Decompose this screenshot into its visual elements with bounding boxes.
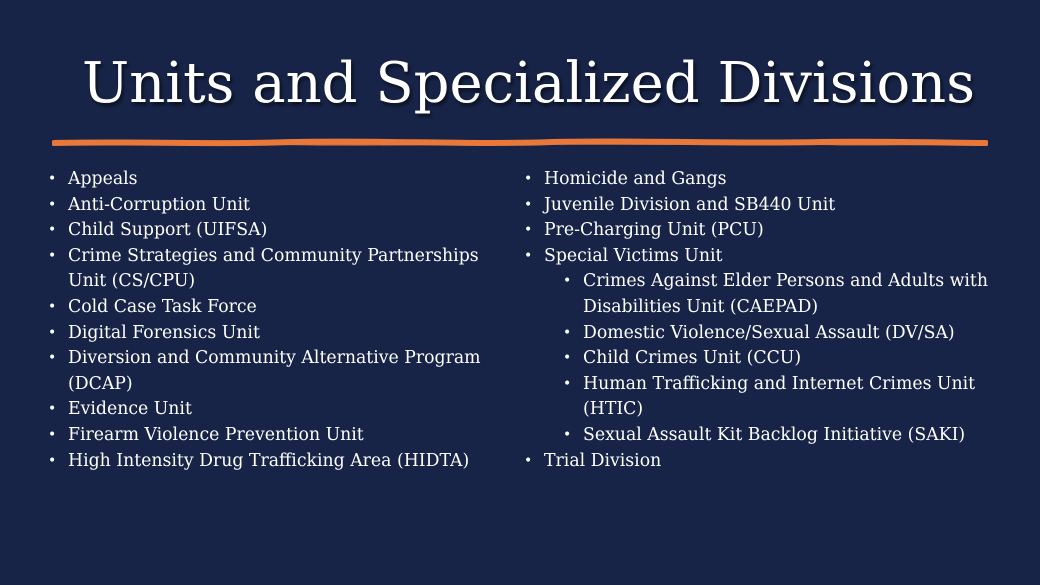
list-item bbox=[524, 449, 994, 475]
right-bullet-list bbox=[524, 167, 994, 474]
list-item-text: Evidence Unit bbox=[68, 399, 192, 420]
sub-list-item bbox=[524, 423, 994, 449]
list-item bbox=[48, 295, 518, 321]
list-item bbox=[524, 167, 994, 193]
bullet-icon: • bbox=[48, 350, 57, 367]
bullet-icon: • bbox=[563, 375, 572, 392]
title-underline-divider bbox=[52, 134, 988, 152]
bullet-icon: • bbox=[563, 426, 572, 443]
list-item-text: Trial Division bbox=[544, 450, 662, 471]
list-item-text: Human Trafficking and Internet Crimes Unit (HTIC) bbox=[583, 373, 976, 420]
list-item bbox=[48, 193, 518, 219]
list-item-text: Diversion and Community Alternative Program (DCAP) bbox=[68, 348, 481, 394]
bullet-icon: • bbox=[524, 222, 533, 239]
list-item bbox=[48, 397, 518, 423]
bullet-icon: • bbox=[48, 196, 57, 213]
bullet-icon: • bbox=[48, 171, 57, 187]
list-item bbox=[48, 449, 518, 475]
bullet-icon: • bbox=[524, 196, 533, 213]
list-item-text: Homicide and Gangs bbox=[544, 169, 727, 189]
list-item-text: High Intensity Drug Trafficking Area (HIDTA) bbox=[68, 450, 470, 471]
bullet-icon: • bbox=[524, 247, 533, 264]
list-item-text: Cold Case Task Force bbox=[68, 296, 257, 317]
bullet-icon: • bbox=[48, 222, 57, 239]
list-item-text: Pre-Charging Unit (PCU) bbox=[544, 220, 764, 241]
list-item bbox=[48, 218, 518, 244]
sub-list-item bbox=[524, 269, 994, 320]
list-item-text: Crimes Against Elder Persons and Adults with Disabilities Unit (CAEPAD) bbox=[583, 271, 988, 317]
bullet-icon: • bbox=[48, 324, 57, 341]
list-item-text: Child Crimes Unit (CCU) bbox=[583, 348, 802, 369]
bullet-icon: • bbox=[48, 426, 57, 443]
sub-list-item bbox=[524, 372, 994, 423]
list-item bbox=[48, 244, 518, 295]
list-item-text: Appeals bbox=[68, 169, 138, 189]
list-item-text: Domestic Violence/Sexual Assault (DV/SA) bbox=[583, 322, 955, 343]
bullet-icon: • bbox=[563, 324, 572, 341]
bullet-icon: • bbox=[48, 247, 57, 264]
list-item bbox=[48, 321, 518, 347]
list-item bbox=[48, 423, 518, 449]
list-item-text: Child Support (UIFSA) bbox=[68, 220, 268, 241]
bullet-icon: • bbox=[563, 273, 572, 290]
list-item bbox=[524, 218, 994, 244]
bullet-icon: • bbox=[48, 452, 57, 469]
list-item bbox=[524, 244, 994, 270]
list-item-text: Anti-Corruption Unit bbox=[68, 194, 250, 215]
list-item bbox=[524, 193, 994, 219]
bullet-icon: • bbox=[48, 298, 57, 315]
left-bullet-list bbox=[48, 167, 518, 474]
sub-list-item bbox=[524, 346, 994, 372]
list-item-text: Sexual Assault Kit Backlog Initiative (SAKI) bbox=[583, 424, 966, 445]
list-item bbox=[48, 167, 518, 193]
bullet-icon: • bbox=[563, 350, 572, 367]
list-item-text: Crime Strategies and Community Partnerships Unit (CS/CPU) bbox=[68, 245, 479, 292]
list-item-text: Digital Forensics Unit bbox=[68, 322, 260, 343]
list-item-text: Special Victims Unit bbox=[544, 245, 723, 266]
list-item bbox=[48, 346, 518, 397]
bullet-icon: • bbox=[524, 452, 533, 469]
list-item-text: Firearm Violence Prevention Unit bbox=[68, 424, 364, 445]
bullet-icon: • bbox=[48, 401, 57, 418]
slide-title: Units and Specialized Divisions bbox=[82, 51, 975, 116]
sub-list-item bbox=[524, 321, 994, 347]
bullet-icon: • bbox=[524, 171, 533, 187]
list-item-text: Juvenile Division and SB440 Unit bbox=[544, 194, 836, 215]
